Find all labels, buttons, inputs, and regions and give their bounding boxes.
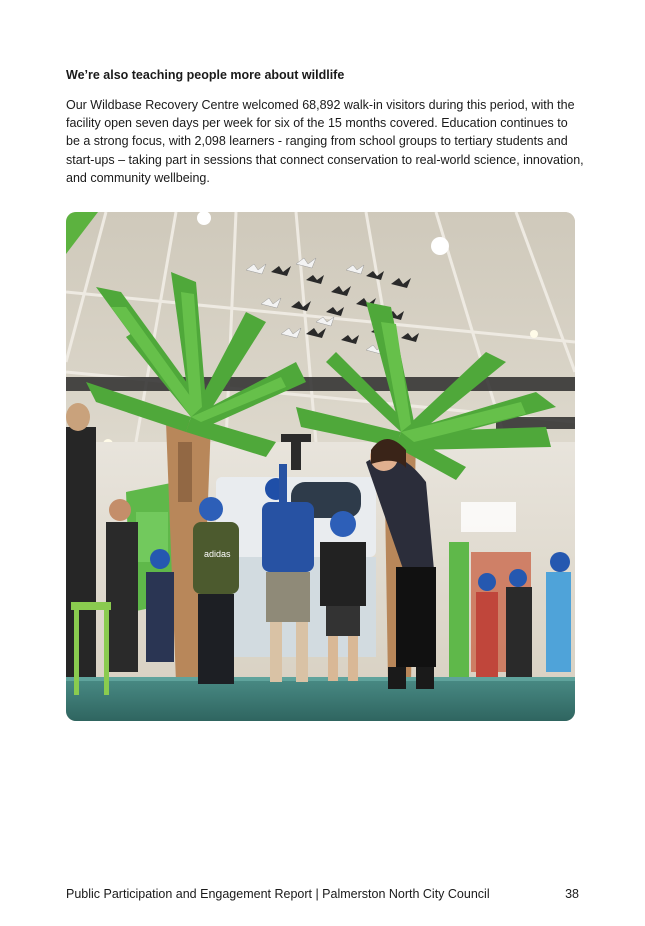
section-heading: We’re also teaching people more about wildlife bbox=[66, 68, 345, 82]
wildbase-photo bbox=[66, 212, 575, 721]
hoodie-logo: adidas bbox=[204, 549, 231, 559]
photo-icon bbox=[66, 212, 575, 721]
footer-report-title: Public Participation and Engagement Report | Palmerston North City Council bbox=[66, 887, 490, 901]
section-paragraph: Our Wildbase Recovery Centre welcomed 68,892 walk-in visitors during this period, with the facility open seven days per week for six of the 15 months covered. Education continues to be a strong focus, with 2,098 learners - ranging from school groups to tertiary students and start-ups – taking part in sessions that connect conservation to real-world science, innovation, and community wellbeing. bbox=[66, 98, 584, 185]
page-number: 38 bbox=[565, 887, 579, 901]
